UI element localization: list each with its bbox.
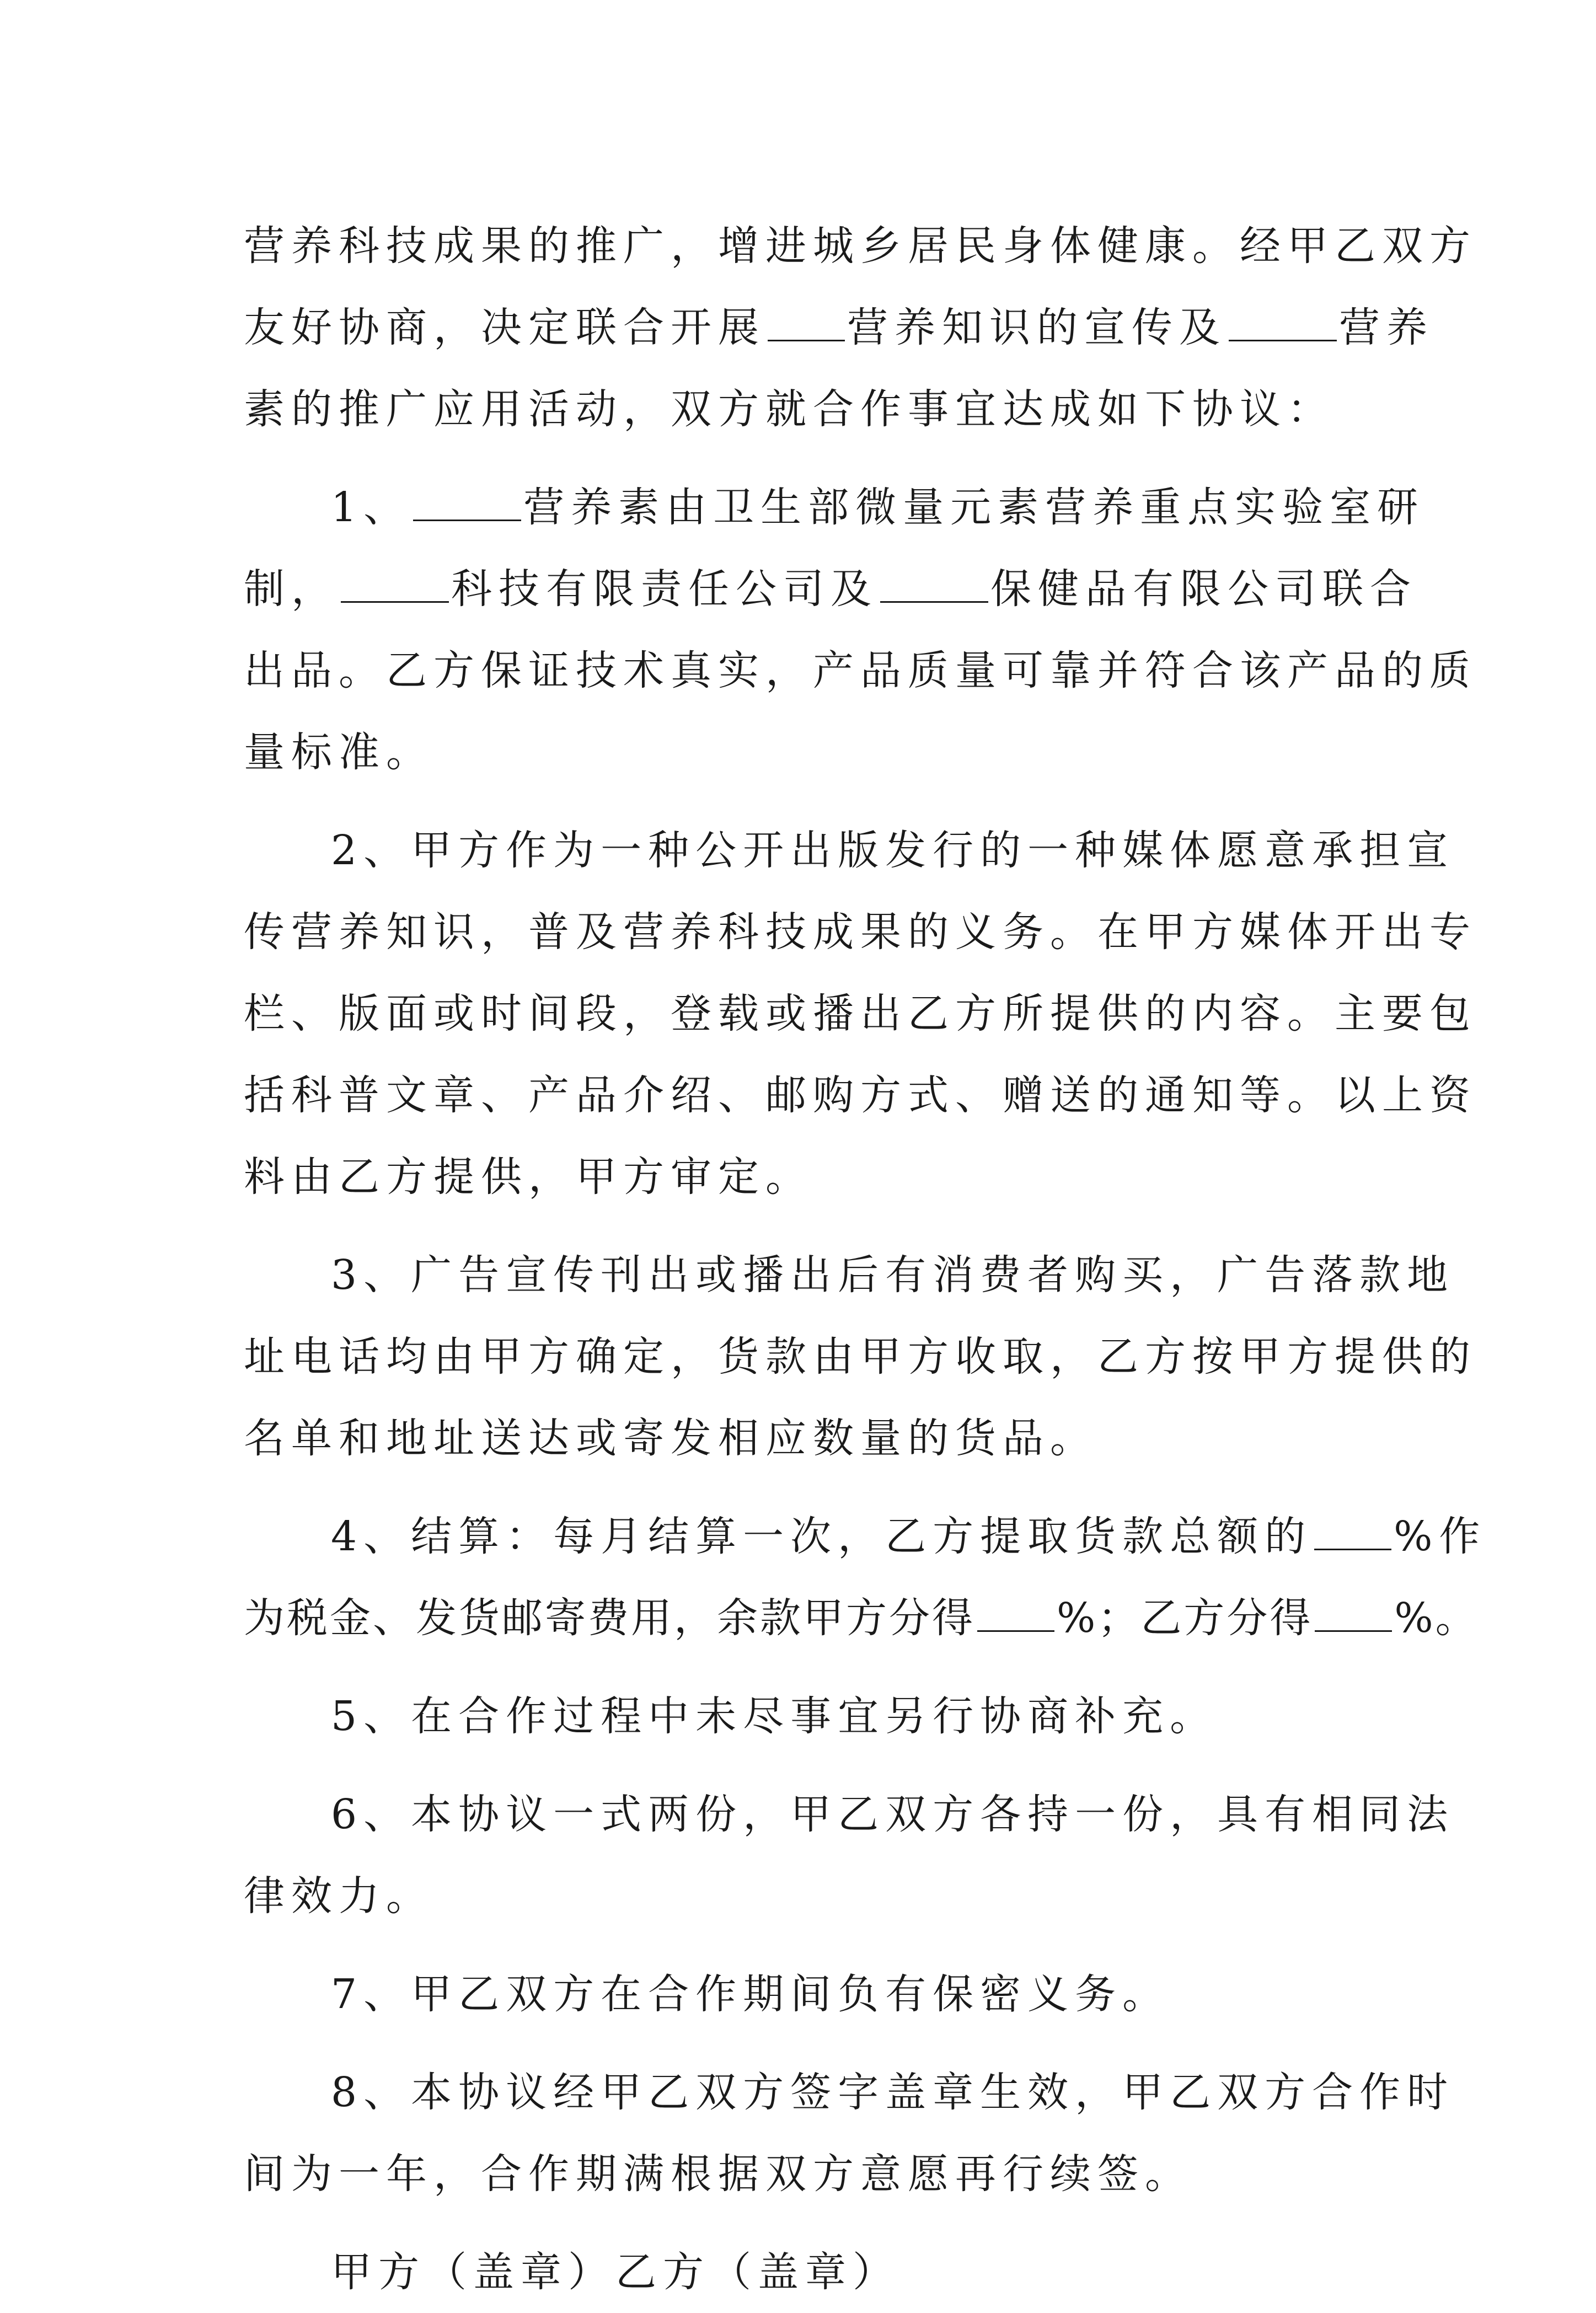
clause-4: [244, 1496, 1487, 1659]
clause-7: [244, 1953, 1358, 2035]
blank-field: [413, 483, 521, 521]
blank-field: [768, 303, 845, 341]
blank-field: [341, 565, 449, 603]
intro-line-2-part-c: 营养: [1339, 304, 1434, 351]
clause-2-line-2: 传营养知识，普及营养科技成果的义务。在甲方媒体开出专: [244, 908, 1477, 956]
signature-line: 甲方（盖章）乙方（盖章）: [331, 2248, 900, 2296]
clause-1-number: 1、: [331, 484, 411, 531]
clause-1-line-2-part-b: 科技有限责任公司及: [451, 565, 878, 613]
clause-1-line-1-text: 营养素由卫生部微量元素营养重点实验室研: [523, 484, 1425, 531]
clause-4-line-2: [244, 1577, 1479, 1659]
intro-line-3: 素的推广应用活动，双方就合作事宜达成如下协议：: [244, 386, 1335, 433]
clause-4-line-2-part-b: %；乙方分得: [1057, 1594, 1313, 1642]
clause-1-line-2-part-c: 保健品有限公司联合: [990, 565, 1417, 613]
blank-field: [1314, 1512, 1391, 1550]
intro-paragraph: [244, 205, 1477, 450]
clause-2-line-1: 2、甲方作为一种公开出版发行的一种媒体愿意承担宣: [331, 827, 1455, 874]
clause-3-line-2: 址电话均由甲方确定，货款由甲方收取，乙方按甲方提供的: [244, 1333, 1477, 1380]
clause-4-line-1-suffix: %作: [1394, 1513, 1487, 1560]
blank-field: [1315, 1594, 1392, 1632]
clause-8: [244, 2052, 1455, 2215]
intro-line-2: [244, 287, 1434, 368]
clause-1: [244, 467, 1477, 793]
document-body: [244, 205, 1487, 2313]
clause-3-line-1: 3、广告宣传刊出或播出后有消费者购买，广告落款地: [331, 1251, 1455, 1299]
clause-6-line-2: 律效力。: [244, 1872, 433, 1920]
intro-line-1: 营养科技成果的推广，增进城乡居民身体健康。经甲乙双方: [244, 222, 1477, 270]
intro-line-2-part-a: 友好协商，决定联合开展: [244, 304, 765, 351]
clause-4-line-1-text: 4、结算：每月结算一次，乙方提取货款总额的: [331, 1513, 1313, 1560]
clause-2: [244, 810, 1477, 1218]
clause-4-line-2-part-a: 为税金、发货邮寄费用，余款甲方分得: [244, 1594, 975, 1642]
clause-6-line-1: 6、本协议一式两份，甲乙双方各持一份，具有相同法: [331, 1791, 1455, 1838]
clause-8-line-2: 间为一年，合作期满根据双方意愿再行续签。: [244, 2150, 1192, 2198]
clause-1-line-4: 量标准。: [244, 729, 433, 776]
clause-2-line-3: 栏、版面或时间段，登载或播出乙方所提供的内容。主要包: [244, 990, 1477, 1037]
clause-6: [244, 1774, 1455, 1937]
clause-5: [244, 1675, 1358, 1757]
blank-field: [880, 565, 988, 603]
clause-1-line-2-part-a: 制，: [244, 565, 339, 613]
clause-4-line-1: [244, 1496, 1487, 1577]
intro-line-2-part-b: 营养知识的宣传及: [847, 304, 1227, 351]
clause-7-line-1: 7、甲乙双方在合作期间负有保密义务。: [331, 1971, 1170, 2018]
clause-1-line-2: [244, 548, 1417, 630]
signature-block: [244, 2231, 1358, 2313]
blank-field: [1229, 303, 1337, 341]
clause-2-line-5: 料由乙方提供，甲方审定。: [244, 1153, 813, 1201]
clause-1-line-3: 出品。乙方保证技术真实，产品质量可靠并符合该产品的质: [244, 647, 1477, 694]
clause-1-line-1: [244, 467, 1425, 548]
clause-3-line-3: 名单和地址送达或寄发相应数量的货品。: [244, 1415, 1097, 1462]
clause-8-line-1: 8、本协议经甲乙双方签字盖章生效，甲乙双方合作时: [331, 2069, 1455, 2116]
clause-3: [244, 1234, 1477, 1479]
clause-4-line-2-part-c: %。: [1394, 1594, 1479, 1642]
clause-2-line-4: 括科普文章、产品介绍、邮购方式、赠送的通知等。以上资: [244, 1072, 1477, 1119]
clause-5-line-1: 5、在合作过程中未尽事宜另行协商补充。: [331, 1693, 1218, 1740]
blank-field: [977, 1594, 1054, 1632]
